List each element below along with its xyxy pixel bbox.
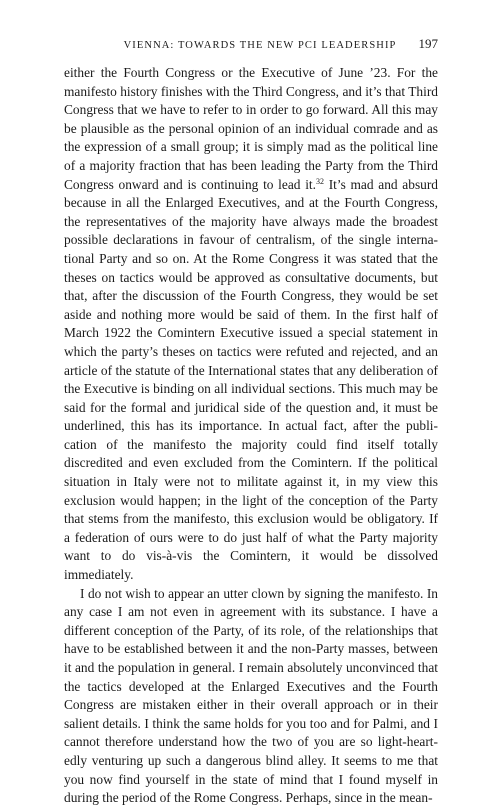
paragraph-continuation [64,64,438,585]
paragraph-2: I do not wish to appear an utter clown by signing the manifesto. In any case I am not even in agreement with its substance. I have a different conception of the Party, of its role, of the relationships that have to be established between it and the non-Party masses, between it and the population in general. I remain absolutely unconvinced that the tactics developed at the Enlarged Executives and the Fourth Congress are mistaken either in their overall approach or in their salient details. I think the same holds for you too and for Palmi, and I cannot therefore understand how the two of you are so light-heartedly venturing up such a dangerous blind alley. It seems to me that you now find yourself in the state of mind that I found myself in during the period of the Rome Congress. Perhaps, since in the mean- [64,585,438,806]
paragraph-1-text-after-note: It’s mad and absurd because in all the Enlarged Executives, and at the Fourth Congress, the representatives of the majority have always made the broadest possible declarations in favour of centralism, of the single international Party and so on. At the Rome Congress it was stated that the theses on tactics would be approved as consultative documents, but that, after the discussion of the Fourth Congress, they would be set aside and nothing more would be said of them. In the first half of March 1922 the Comintern Executive issued a special statement in which the party’s theses on tactics were refuted and rejected, and an article of the statute of the International states that any deliberation of the Executive is binding on all individual sections. This much may be said for the formal and juridical side of the question and, it must be underlined, this has its importance. In actual fact, after the publication of the manifesto the majority could find itself totally discredited and even excluded from the Comintern. If the political situation in Italy were not to militate against it, in my view this exclusion would happen; in the light of the conception of the Party that stems from the manifesto, this exclusion would be obligatory. If a federation of ours were to do just half of what the Party majority want to do vis-à-vis the Comintern, it would be dissolved immediately. [64,176,438,583]
running-header [64,36,438,52]
page-number: 197 [418,36,438,51]
footnote-marker: 32 [315,176,324,186]
paragraph-1-text-before-note: either the Fourth Congress or the Executive of June ’23. For the manifesto history finishes with the Third Congress, and it’s that Third Congress that we have to refer to in order to go forward. All this may be plausible as the personal opinion of an individual comrade and as the expression of a small group; it is simply mad as the political line of a majority fraction that has been leading the Party from the Third Congress onward and is continuing to lead it. [64,65,438,192]
body-text [64,64,438,808]
running-title: VIENNA: TOWARDS THE NEW PCI LEADERSHIP [123,40,397,51]
